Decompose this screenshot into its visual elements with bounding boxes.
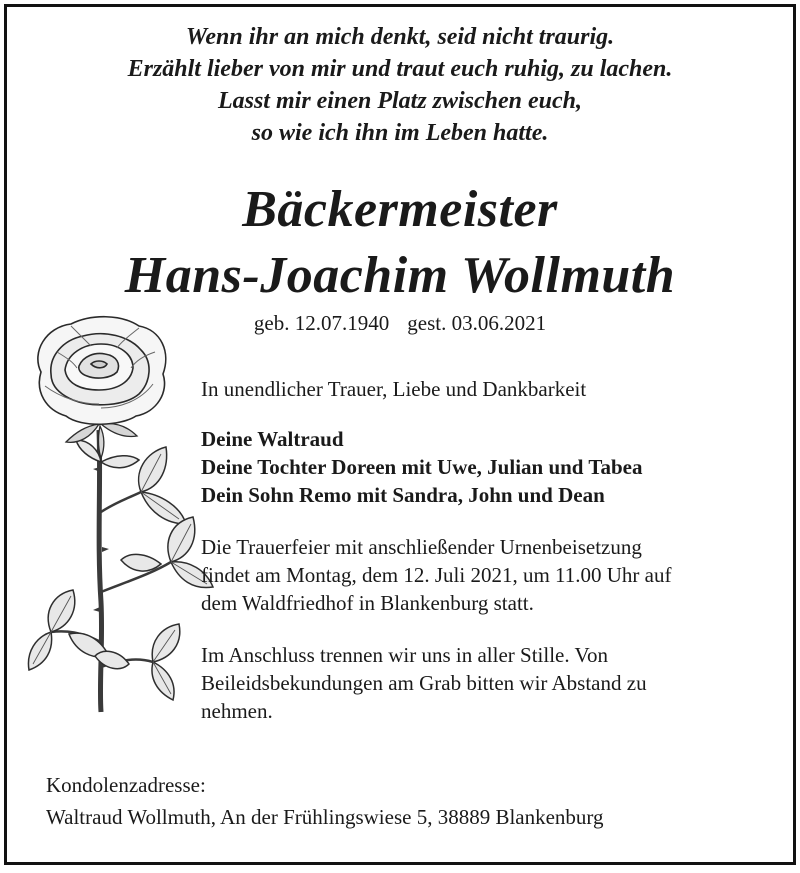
condolence-address-line: Waltraud Wollmuth, An der Frühlingswiese 5, 38889 Blankenburg <box>46 805 604 829</box>
closing-line: Beileidsbekundungen am Grab bitten wir Abstand zu <box>201 671 647 695</box>
family-list <box>201 425 781 509</box>
funeral-line: dem Waldfriedhof in Blankenburg statt. <box>201 591 534 615</box>
poem <box>7 21 793 149</box>
poem-line: so wie ich ihn im Leben hatte. <box>251 120 549 146</box>
poem-line: Wenn ihr an mich denkt, seid nicht traurig. <box>185 24 615 50</box>
obituary-notice <box>4 4 796 865</box>
deceased-title: Bäckermeister <box>242 181 558 238</box>
closing-info <box>201 641 781 725</box>
deceased-heading <box>7 177 793 309</box>
intro-line: In unendlicher Trauer, Liebe und Dankbarkeit <box>201 377 587 401</box>
funeral-line: Die Trauerfeier mit anschließender Urnenbeisetzung <box>201 535 642 559</box>
family-member: Deine Waltraud <box>201 427 344 451</box>
condolence-label: Kondolenzadresse: <box>46 773 206 797</box>
deceased-name: Hans-Joachim Wollmuth <box>124 247 676 304</box>
closing-line: Im Anschluss trennen wir uns in aller Stille. Von <box>201 643 608 667</box>
closing-line: nehmen. <box>201 699 273 723</box>
rose-icon <box>21 312 221 717</box>
family-member: Dein Sohn Remo mit Sandra, John und Dean <box>201 483 605 507</box>
funeral-info <box>201 533 781 617</box>
family-member: Deine Tochter Doreen mit Uwe, Julian und Tabea <box>201 455 643 479</box>
birth-date: geb. 12.07.1940 <box>253 311 390 335</box>
death-date: gest. 03.06.2021 <box>407 311 547 335</box>
poem-line: Erzählt lieber von mir und traut euch ruhig, zu lachen. <box>127 56 673 82</box>
funeral-line: findet am Montag, dem 12. Juli 2021, um 11.00 Uhr auf <box>201 563 672 587</box>
notice-body <box>201 375 781 725</box>
poem-line: Lasst mir einen Platz zwischen euch, <box>217 88 583 114</box>
condolence-address <box>46 769 604 833</box>
